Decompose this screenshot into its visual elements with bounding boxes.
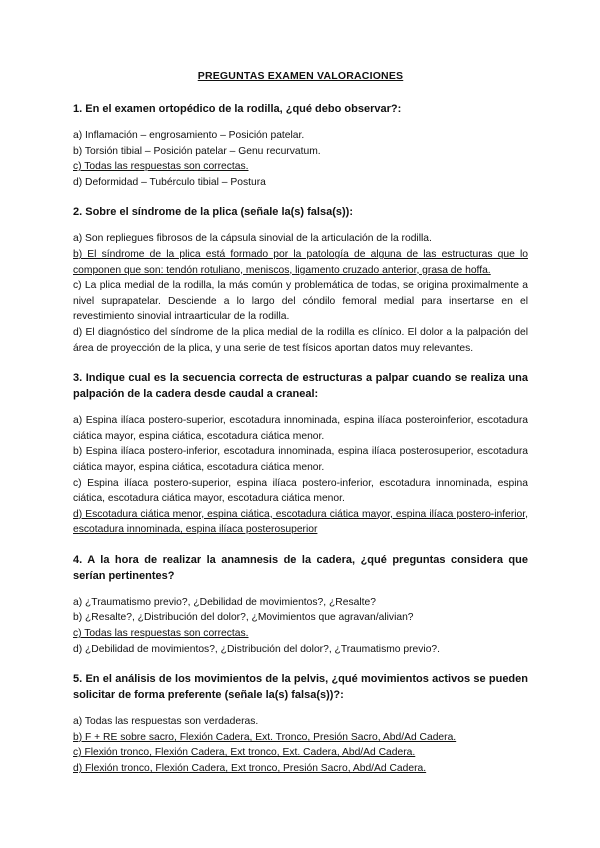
- answer-option: a) Todas las respuestas son verdaderas.: [73, 716, 259, 728]
- answer-option-marked: d) Escotadura ciática menor, espina ciática, escotadura ciática mayor, espina ilíaca postero-inferior, escotadura innominada, espina ilíaca posterosuperior: [73, 508, 528, 536]
- answer-option: b) ¿Resalte?, ¿Distribución del dolor?, ¿Movimientos que agravan/alivian?: [73, 612, 414, 624]
- answer-option: a) Inflamación – engrosamiento – Posición patelar.: [73, 130, 305, 141]
- question-block: [73, 370, 528, 538]
- answer-option: a) Son repliegues fibrosos de la cápsula sinovial de la articulación de la rodilla.: [73, 233, 432, 245]
- answer-option: c) Espina ilíaca postero-superior, espina ilíaca postero-inferior, escotadura innominada, espina ciática, escotadura ciática mayor, escotadura ciática menor.: [73, 477, 528, 505]
- answer-option: d) ¿Debilidad de movimientos?, ¿Distribución del dolor?, ¿Traumatismo previo?.: [73, 643, 441, 655]
- answer-option: d) El diagnóstico del síndrome de la plica medial de la rodilla es clínico. El dolor a la palpación del área de proyección de la plica, y una serie de test físicos aportan datos muy relevantes.: [73, 326, 528, 354]
- question-text: 4. A la hora de realizar la anamnesis de la cadera, ¿qué preguntas considera que serían pertinentes?: [73, 553, 528, 582]
- answer-option-marked: c) Flexión tronco, Flexión Cadera, Ext tronco, Ext. Cadera, Abd/Ad Cadera.: [73, 747, 416, 759]
- document-page: [73, 70, 528, 791]
- answer-option: a) ¿Traumatismo previo?, ¿Debilidad de movimientos?, ¿Resalte?: [73, 596, 376, 608]
- answer-option-marked: d) Flexión tronco, Flexión Cadera, Ext tronco, Presión Sacro, Abd/Ad Cadera.: [73, 763, 427, 775]
- answer-option-marked: c) Todas las respuestas son correctas.: [73, 628, 249, 640]
- question-block: [73, 101, 528, 190]
- question-text: 5. En el análisis de los movimientos de la pelvis, ¿qué movimientos activos se pueden solicitar de forma preferente (señale la(s) falsa(s))?:: [73, 673, 528, 702]
- answer-option-marked: c) Todas las respuestas son correctas.: [73, 161, 249, 173]
- answer-option-marked: b) El síndrome de la plica está formado por la patología de alguna de las estructuras que lo componen que son: tendón rotuliano, meniscos, ligamento cruzado anterior, grasa de hoffa.: [73, 248, 528, 276]
- answer-option: c) La plica medial de la rodilla, la más común y problemática de todas, se origina proximalmente a nivel suprapatelar. Desciende a lo largo del cóndilo femoral medial para insertarse en el revestimiento sinovial intraarticular de la rodilla.: [73, 280, 528, 323]
- question-text: 2. Sobre el síndrome de la plica (señale la(s) falsa(s)):: [73, 206, 353, 219]
- question-block: [73, 552, 528, 657]
- page-title: PREGUNTAS EXAMEN VALORACIONES: [197, 70, 404, 82]
- answer-option-marked: b) F + RE sobre sacro, Flexión Cadera, Ext. Tronco, Presión Sacro, Abd/Ad Cadera.: [73, 731, 457, 743]
- question-block: [73, 671, 528, 776]
- answer-option: d) Deformidad – Tubérculo tibial – Postura: [73, 176, 266, 188]
- answer-option: a) Espina ilíaca postero-superior, escotadura innominada, espina ilíaca posteroinferior, escotadura ciática mayor, espina ciática, escotadura ciática menor.: [73, 415, 528, 442]
- question-list: [73, 101, 528, 777]
- answer-option: b) Torsión tibial – Posición patelar – Genu recurvatum.: [73, 145, 321, 157]
- question-text: 1. En el examen ortopédico de la rodilla, ¿qué debo observar?:: [73, 103, 402, 115]
- question-text: 3. Indique cual es la secuencia correcta de estructuras a palpar cuando se realiza una palpación de la cadera desde caudal a craneal:: [73, 372, 528, 401]
- question-block: [73, 204, 528, 356]
- answer-option: b) Espina ilíaca postero-inferior, escotadura innominada, espina ilíaca posterosuperior, escotadura ciática mayor, espina ciática, escotadura ciática menor.: [73, 446, 528, 473]
